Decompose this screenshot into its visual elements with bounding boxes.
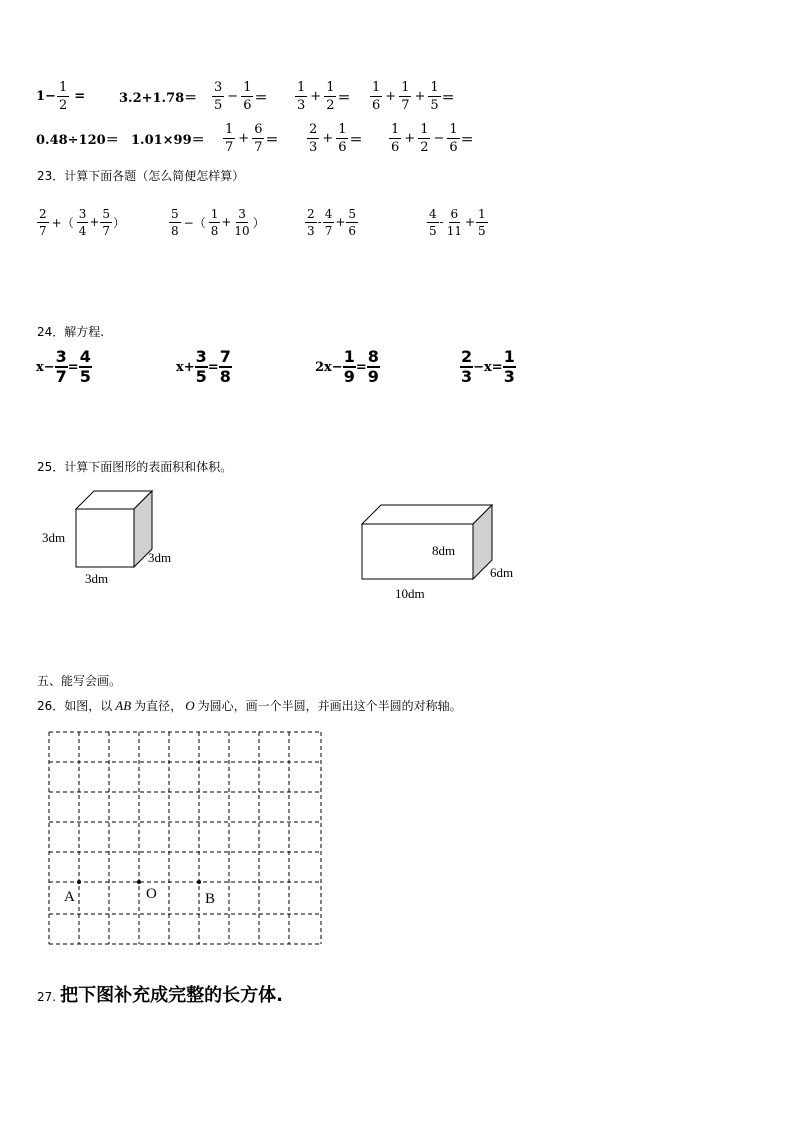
oral-item-text: 3.2+1.78＝ (119, 90, 198, 106)
section5-heading: 五、能写会画。 (37, 674, 122, 688)
equals: = (74, 88, 86, 104)
oral-item-6: 0.48÷120＝ (36, 132, 119, 148)
cube-height-label: 3dm (42, 530, 66, 545)
label-b: B (205, 891, 216, 907)
oral-row-1 (36, 78, 85, 114)
q26-heading: 26．如图，以 AB 为直径， O 为圆心，画一个半圆，并画出这个半圆的对称轴。 (37, 698, 462, 713)
oral-1-prefix: 1− (36, 88, 56, 104)
dashed-grid (48, 731, 324, 946)
oral-item-4: $\frac{1}{3}$ + $\frac{1}{2}$ ＝ (297, 79, 351, 113)
q23-expr-1: $\frac{2}{7}$ +（ $\frac{3}{4}$ + $\frac{5}{7}$ ） (39, 206, 126, 238)
cuboid-height-label: 8dm (432, 543, 456, 558)
point-o (137, 880, 141, 884)
oral-item-8: $\frac{1}{7}$ + $\frac{6}{7}$ ＝ (225, 121, 279, 155)
point-a (77, 880, 81, 884)
q27-heading (37, 981, 283, 1007)
cube-front-face (76, 509, 134, 567)
cube-figure (70, 485, 160, 570)
q26-o: O (185, 698, 195, 713)
point-b (197, 880, 201, 884)
cuboid-front-face (362, 524, 473, 579)
fraction: $\frac{1}{2}$ (58, 79, 68, 113)
oral-item-5: $\frac{1}{6}$ + $\frac{1}{7}$ + $\frac{1}{5}$ ＝ (372, 79, 455, 113)
q25-heading: 25．计算下面图形的表面积和体积。 (37, 460, 233, 474)
q24-eq-3: 2x− $\frac{1}{9}$ = $\frac{8}{9}$ (315, 347, 379, 386)
q23-expr-2: $\frac{5}{8}$ −（ $\frac{1}{8}$ + $\frac{3}{10}$ ） (171, 206, 265, 238)
oral-item-9: $\frac{2}{3}$ + $\frac{1}{6}$ ＝ (309, 121, 363, 155)
label-o: O (146, 886, 157, 902)
oral-item-7: 1.01×99＝ (131, 132, 205, 148)
cuboid-top-face (362, 505, 492, 524)
q24-eq-4: $\frac{2}{3}$ −x= $\frac{1}{3}$ (461, 347, 515, 386)
q23-expr-3: $\frac{2}{3}$ - $\frac{4}{7}$ + $\frac{5}{6}$ (307, 206, 357, 238)
oral-item-10: $\frac{1}{6}$ + $\frac{1}{2}$ − $\frac{1}{6}$ ＝ (391, 121, 474, 155)
cuboid-figure (357, 500, 497, 582)
q23-heading: 23．计算下面各题（怎么简便怎样算） (37, 169, 245, 183)
q27-text: 把下图补充成完整的长方体. (60, 985, 283, 1006)
oral-item-2 (119, 78, 197, 114)
oral-item-3: $\frac{3}{5}$ − $\frac{1}{6}$ ＝ (214, 79, 268, 113)
label-a: A (64, 889, 75, 905)
cuboid-width-label: 10dm (395, 586, 425, 601)
cube-depth-label: 3dm (148, 550, 172, 565)
q26-ab: AB (115, 698, 132, 713)
q24-heading: 24．解方程. (37, 325, 105, 339)
q23-expr-4: $\frac{4}{5}$ - $\frac{6}{11}$ + $\frac{1}{5}$ (429, 206, 486, 238)
cube-width-label: 3dm (85, 571, 109, 586)
q27-number: 27. (37, 990, 57, 1004)
cuboid-depth-label: 6dm (490, 565, 514, 580)
q24-eq-2: x+ $\frac{3}{5}$ = $\frac{7}{8}$ (176, 347, 231, 386)
q24-eq-1: x− $\frac{3}{7}$ = $\frac{4}{5}$ (36, 347, 91, 386)
